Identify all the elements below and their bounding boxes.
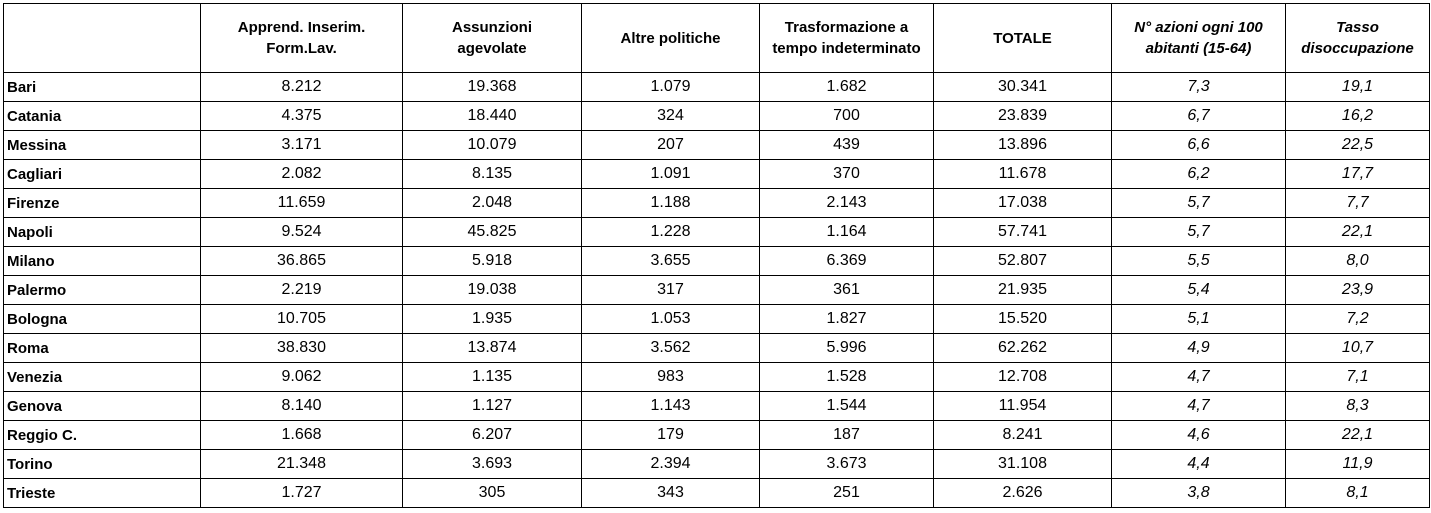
totale-cell: 57.741 [934,218,1112,247]
city-cell: Milano [4,247,201,276]
trasformazione-cell: 5.996 [760,334,934,363]
table-row [4,247,1430,276]
assunzioni-cell: 3.693 [403,450,582,479]
altre-politiche-cell: 1.188 [582,189,760,218]
header-line: tempo indeterminato [772,40,921,57]
totale-cell: 52.807 [934,247,1112,276]
table-row [4,276,1430,305]
city-cell: Genova [4,392,201,421]
assunzioni-cell: 6.207 [403,421,582,450]
trasformazione-cell: 1.528 [760,363,934,392]
apprendistato-cell: 21.348 [201,450,403,479]
data-table [3,3,1430,508]
table-row [4,73,1430,102]
city-cell: Palermo [4,276,201,305]
table-row [4,218,1430,247]
azioni-cell: 4,4 [1112,450,1286,479]
azioni-cell: 7,3 [1112,73,1286,102]
disoccupazione-cell: 8,1 [1286,479,1430,508]
trasformazione-cell: 700 [760,102,934,131]
header-line: Tasso [1336,19,1379,36]
table-row [4,392,1430,421]
apprendistato-cell: 9.062 [201,363,403,392]
assunzioni-cell: 305 [403,479,582,508]
apprendistato-cell: 3.171 [201,131,403,160]
totale-cell: 11.678 [934,160,1112,189]
totale-cell: 2.626 [934,479,1112,508]
header-cell-apprendistato [201,4,403,73]
assunzioni-cell: 19.368 [403,73,582,102]
trasformazione-cell: 187 [760,421,934,450]
assunzioni-cell: 5.918 [403,247,582,276]
header-cell-trasformazione [760,4,934,73]
apprendistato-cell: 4.375 [201,102,403,131]
table-row [4,160,1430,189]
azioni-cell: 4,6 [1112,421,1286,450]
city-cell: Trieste [4,479,201,508]
altre-politiche-cell: 3.655 [582,247,760,276]
totale-cell: 21.935 [934,276,1112,305]
disoccupazione-cell: 16,2 [1286,102,1430,131]
apprendistato-cell: 1.727 [201,479,403,508]
header-cell-assunzioni [403,4,582,73]
azioni-cell: 6,6 [1112,131,1286,160]
table-row [4,363,1430,392]
table-row [4,131,1430,160]
altre-politiche-cell: 1.079 [582,73,760,102]
altre-politiche-cell: 179 [582,421,760,450]
table-row [4,479,1430,508]
totale-cell: 31.108 [934,450,1112,479]
table-header [4,4,1430,73]
table-row [4,305,1430,334]
apprendistato-cell: 11.659 [201,189,403,218]
assunzioni-cell: 2.048 [403,189,582,218]
azioni-cell: 5,7 [1112,189,1286,218]
altre-politiche-cell: 2.394 [582,450,760,479]
totale-cell: 11.954 [934,392,1112,421]
totale-cell: 62.262 [934,334,1112,363]
city-cell: Roma [4,334,201,363]
disoccupazione-cell: 7,2 [1286,305,1430,334]
table-row [4,450,1430,479]
assunzioni-cell: 10.079 [403,131,582,160]
apprendistato-cell: 8.212 [201,73,403,102]
disoccupazione-cell: 8,3 [1286,392,1430,421]
azioni-cell: 4,9 [1112,334,1286,363]
totale-cell: 17.038 [934,189,1112,218]
city-cell: Reggio C. [4,421,201,450]
altre-politiche-cell: 983 [582,363,760,392]
city-cell: Cagliari [4,160,201,189]
disoccupazione-cell: 19,1 [1286,73,1430,102]
trasformazione-cell: 1.164 [760,218,934,247]
header-line: TOTALE [993,29,1052,47]
trasformazione-cell: 1.827 [760,305,934,334]
altre-politiche-cell: 1.091 [582,160,760,189]
altre-politiche-cell: 1.228 [582,218,760,247]
trasformazione-cell: 361 [760,276,934,305]
city-cell: Bologna [4,305,201,334]
header-cell-altre-politiche [582,4,760,73]
table-body [4,73,1430,508]
header-cell-totale [934,4,1112,73]
disoccupazione-cell: 23,9 [1286,276,1430,305]
header-cell-city [4,4,201,73]
header-cell-azioni [1112,4,1286,73]
disoccupazione-cell: 11,9 [1286,450,1430,479]
apprendistato-cell: 36.865 [201,247,403,276]
trasformazione-cell: 370 [760,160,934,189]
table-row [4,334,1430,363]
apprendistato-cell: 1.668 [201,421,403,450]
trasformazione-cell: 2.143 [760,189,934,218]
assunzioni-cell: 18.440 [403,102,582,131]
azioni-cell: 6,2 [1112,160,1286,189]
header-row [4,4,1430,73]
city-cell: Messina [4,131,201,160]
azioni-cell: 5,7 [1112,218,1286,247]
altre-politiche-cell: 343 [582,479,760,508]
header-line: Altre politiche [620,29,721,47]
trasformazione-cell: 6.369 [760,247,934,276]
header-line: agevolate [457,40,527,57]
city-cell: Napoli [4,218,201,247]
header-line: Assunzioni [451,19,532,36]
city-cell: Venezia [4,363,201,392]
azioni-cell: 3,8 [1112,479,1286,508]
totale-cell: 13.896 [934,131,1112,160]
azioni-cell: 5,1 [1112,305,1286,334]
table-row [4,189,1430,218]
table-row [4,102,1430,131]
altre-politiche-cell: 317 [582,276,760,305]
totale-cell: 23.839 [934,102,1112,131]
apprendistato-cell: 8.140 [201,392,403,421]
disoccupazione-cell: 7,7 [1286,189,1430,218]
header-line: disoccupazione [1301,40,1414,57]
azioni-cell: 5,5 [1112,247,1286,276]
header-line: abitanti (15-64) [1145,40,1252,57]
assunzioni-cell: 1.135 [403,363,582,392]
apprendistato-cell: 2.082 [201,160,403,189]
azioni-cell: 6,7 [1112,102,1286,131]
assunzioni-cell: 1.127 [403,392,582,421]
disoccupazione-cell: 8,0 [1286,247,1430,276]
azioni-cell: 5,4 [1112,276,1286,305]
trasformazione-cell: 439 [760,131,934,160]
apprendistato-cell: 10.705 [201,305,403,334]
disoccupazione-cell: 22,1 [1286,218,1430,247]
trasformazione-cell: 3.673 [760,450,934,479]
city-cell: Firenze [4,189,201,218]
disoccupazione-cell: 17,7 [1286,160,1430,189]
header-line: N° azioni ogni 100 [1134,19,1263,36]
altre-politiche-cell: 1.143 [582,392,760,421]
altre-politiche-cell: 1.053 [582,305,760,334]
altre-politiche-cell: 3.562 [582,334,760,363]
city-cell: Catania [4,102,201,131]
apprendistato-cell: 9.524 [201,218,403,247]
totale-cell: 30.341 [934,73,1112,102]
totale-cell: 12.708 [934,363,1112,392]
apprendistato-cell: 38.830 [201,334,403,363]
header-line: Form.Lav. [266,40,337,57]
trasformazione-cell: 1.682 [760,73,934,102]
table-row [4,421,1430,450]
assunzioni-cell: 19.038 [403,276,582,305]
city-cell: Torino [4,450,201,479]
azioni-cell: 4,7 [1112,392,1286,421]
totale-cell: 8.241 [934,421,1112,450]
azioni-cell: 4,7 [1112,363,1286,392]
disoccupazione-cell: 10,7 [1286,334,1430,363]
altre-politiche-cell: 207 [582,131,760,160]
apprendistato-cell: 2.219 [201,276,403,305]
assunzioni-cell: 45.825 [403,218,582,247]
city-cell: Bari [4,73,201,102]
header-line: Apprend. Inserim. [237,19,366,36]
totale-cell: 15.520 [934,305,1112,334]
assunzioni-cell: 1.935 [403,305,582,334]
altre-politiche-cell: 324 [582,102,760,131]
disoccupazione-cell: 22,5 [1286,131,1430,160]
header-line: Trasformazione a [784,19,909,36]
trasformazione-cell: 1.544 [760,392,934,421]
disoccupazione-cell: 7,1 [1286,363,1430,392]
disoccupazione-cell: 22,1 [1286,421,1430,450]
assunzioni-cell: 8.135 [403,160,582,189]
assunzioni-cell: 13.874 [403,334,582,363]
trasformazione-cell: 251 [760,479,934,508]
header-cell-disoccupazione [1286,4,1430,73]
